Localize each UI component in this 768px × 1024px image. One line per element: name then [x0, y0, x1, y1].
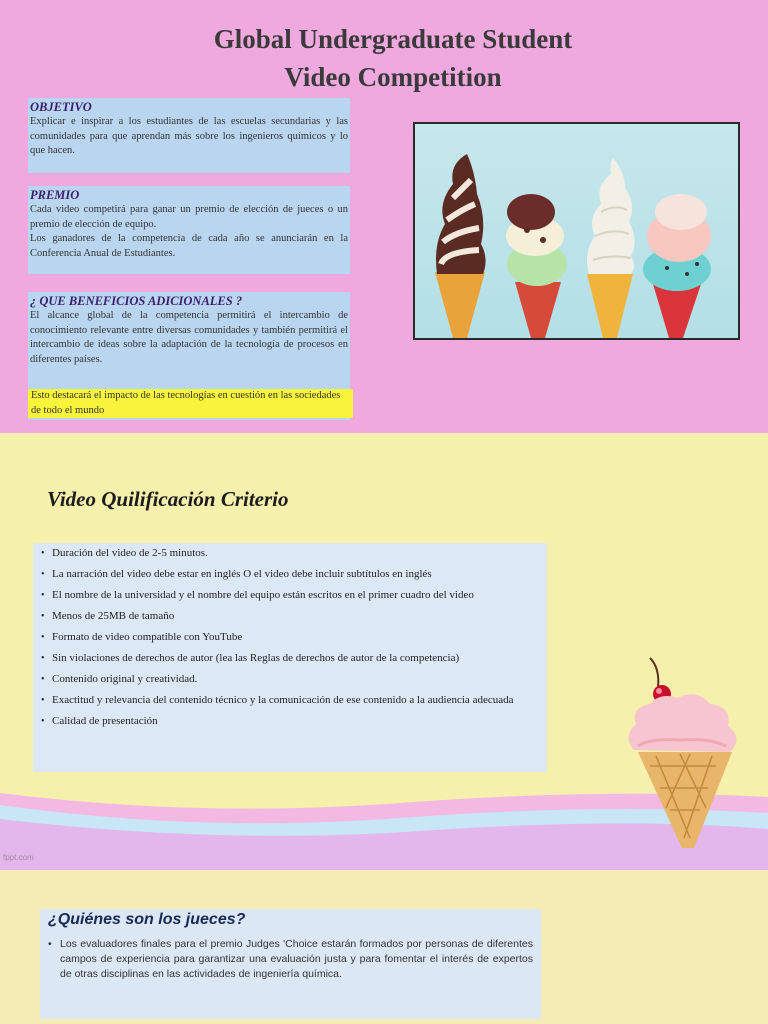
- criteria-item: • La narración del video debe estar en inglés O el video debe incluir subtítulos en inglés: [41, 568, 539, 582]
- criteria-item: • Sin violaciones de derechos de autor (lea las Reglas de derechos de autor de la competencia): [41, 652, 539, 666]
- judges-box: [40, 909, 541, 1019]
- ice-cream-cone-icon: [620, 648, 750, 858]
- beneficios-highlight: Esto destacará el impacto de las tecnologías en cuestión en las sociedades de todo el mundo: [28, 389, 353, 418]
- judges-text: • Los evaluadores finales para el premio Judges 'Choice estarán formados por personas de diferentes campos de experiencia para garantizar una evaluación justa y para fomentar el interés de expertos de otras disciplinas en las actividades de ingeniería química.: [48, 937, 533, 982]
- criteria-title: Video Quilificación Criterio: [47, 487, 289, 511]
- criteria-item: • Calidad de presentación: [41, 715, 539, 729]
- criteria-item: • Duración del video de 2-5 minutos.: [41, 547, 539, 561]
- criteria-item: • Menos de 25MB de tamaño: [41, 610, 539, 624]
- slide-title: [100, 20, 686, 96]
- watermark: fppt.com: [3, 853, 34, 862]
- slide-2: [0, 433, 768, 870]
- criteria-box: [33, 543, 547, 772]
- premio-text-2: Los ganadores de la competencia de cada año se anunciarán en la Conferencia Anual de Estudiantes.: [30, 233, 348, 259]
- beneficios-text: El alcance global de la competencia permitirá el intercambio de conocimiento relevante entre diversas comunidades y también permitirá el intercambio de ideas sobre la adaptación de la tecnología de procesos en diferentes países.: [30, 310, 348, 365]
- premio-text-1: Cada video competirá para ganar un premio de elección de jueces o un premio de elección de equipo.: [30, 204, 348, 230]
- judges-title: ¿Quiénes son los jueces?: [48, 911, 246, 928]
- criteria-list: [41, 547, 539, 729]
- criteria-item: • Contenido original y creatividad.: [41, 673, 539, 687]
- objetivo-box: [28, 98, 350, 173]
- objetivo-text: Explicar e inspirar a los estudiantes de las escuelas secundarias y las comunidades para que aprendan más sobre los ingenieros químicos y lo que hacen.: [30, 116, 348, 156]
- title-line-1: Global Undergraduate Student: [213, 24, 573, 54]
- ice-cream-cones-illustration: [415, 124, 738, 338]
- beneficios-heading: ¿ QUE BENEFICIOS ADICIONALES ?: [30, 294, 243, 308]
- premio-box: [28, 186, 350, 274]
- objetivo-heading: OBJETIVO: [30, 100, 92, 114]
- criteria-item: • El nombre de la universidad y el nombre del equipo están escritos en el primer cuadro del video: [41, 589, 539, 603]
- slide-1: [0, 0, 768, 433]
- title-line-2: Video Competition: [284, 62, 502, 92]
- ice-cream-photo: [413, 122, 740, 340]
- criteria-item: • Exactitud y relevancia del contenido técnico y la comunicación de ese contenido a la audiencia adecuada: [41, 694, 539, 708]
- criteria-item: • Formato de video compatible con YouTube: [41, 631, 539, 645]
- slide-3: [0, 870, 768, 1024]
- premio-heading: PREMIO: [30, 188, 80, 202]
